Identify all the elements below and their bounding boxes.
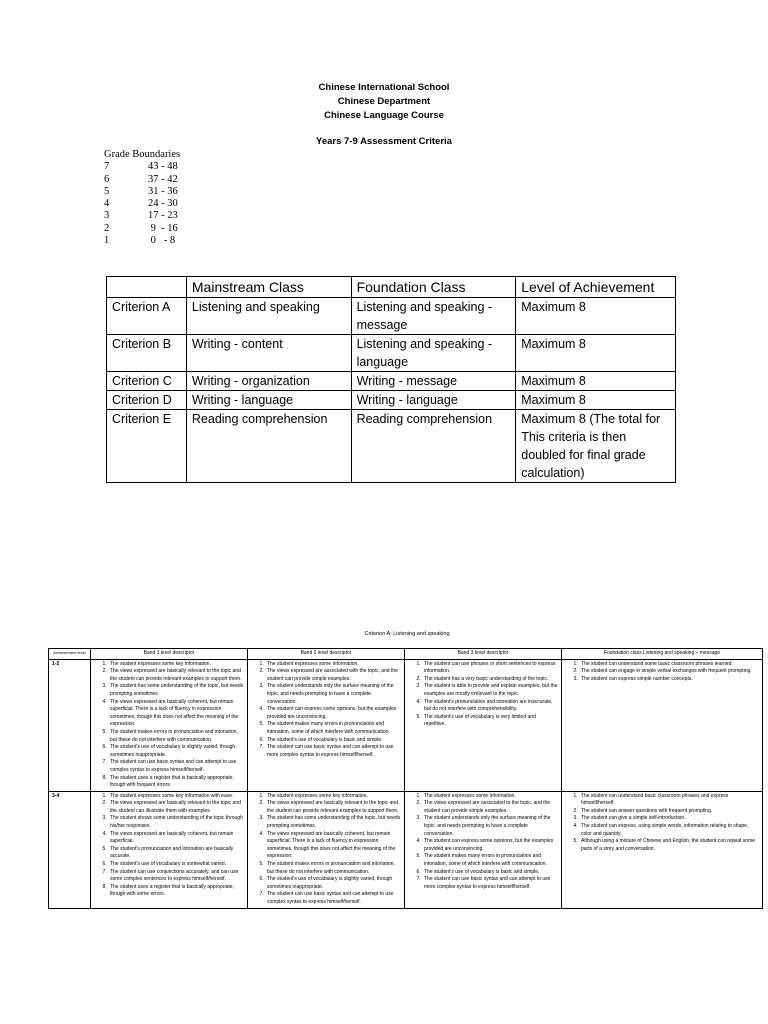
achievement-cell: Maximum 8 — [516, 298, 676, 335]
descriptor-item: 1. The student expresses some key information with ease. — [108, 793, 244, 801]
criteria-row — [107, 335, 676, 372]
criteria-header-cell — [107, 277, 187, 298]
achievement-cell: Maximum 8 — [516, 372, 676, 391]
criteria-row — [107, 410, 676, 483]
criteria-header-row — [107, 277, 676, 298]
descriptor-item: 7. The student can use basic syntax and can attempt to use more complex syntax to express himself/herself. — [422, 876, 558, 891]
foundation-cell: Listening and speaking - language — [351, 335, 516, 372]
descriptor-item: 8. The student uses a register that is basically appropriate, though with frequent errors. — [108, 775, 244, 790]
descriptor-list — [408, 661, 558, 729]
descriptor-item: 2. The student can engage in simple verbal exchanges with frequent prompting. — [579, 668, 759, 676]
descriptor-item: 4. The views expressed are basically coherent, but remain superficial. There is a lack of fluency in expression sometimes, though this does not affect the meaning of the expression. — [108, 699, 244, 729]
descriptor-item: 4. The views expressed are basically coherent, but remain superficial. There is a lack of fluency in expression sometimes, though this does not affect the meaning of the expression. — [265, 831, 401, 861]
rubric-header-cell: Band 2 level descriptor — [248, 649, 405, 660]
grade: 4 — [104, 198, 110, 210]
rubric-row — [49, 791, 763, 908]
rubric-header-cell: Band 1 level descriptor — [91, 649, 248, 660]
criterion-name: Criterion C — [107, 372, 187, 391]
descriptor-item: 6. The student's use of vocabulary is slightly varied, though sometimes inappropriate. — [265, 876, 401, 891]
achievement-cell: Maximum 8 — [516, 391, 676, 410]
descriptor-item: 5. The student makes many errors in pronunciation and intonation, some of which interfere with communication. — [422, 853, 558, 868]
achievement-level: 1-2 — [49, 659, 91, 791]
rubric-title: Criterion A: Listening and speaking — [364, 631, 450, 637]
descriptor-item: 3. The student is able to provide and explain examples, but the examples are mostly irrelevant to the topic. — [422, 683, 558, 698]
descriptor-item: 7. The student can use basic syntax and can attempt to use complex syntax to express himself/herself. — [265, 891, 401, 906]
criteria-row — [107, 298, 676, 335]
descriptor-item: 6. The student's use of vocabulary is basic and simple. — [422, 869, 558, 877]
descriptor-list — [408, 793, 558, 892]
descriptor-item: 8. The student uses a register that is basically appropriate, though with some errors. — [108, 884, 244, 899]
foundation-descriptor — [562, 659, 763, 791]
descriptor-item: 7. The student can use conjunctions accurately, and can use some complex sentences to express himself/herself. — [108, 869, 244, 884]
criterion-name: Criterion B — [107, 335, 187, 372]
grade: 3 — [104, 210, 110, 222]
criteria-header-cell: Mainstream Class — [186, 277, 351, 298]
descriptor-item: 3. The student understands only the surface meaning of the topic, and needs prompting to have a complete conversation. — [265, 683, 401, 706]
rubric-header-row — [49, 649, 763, 660]
descriptor-list — [251, 793, 401, 907]
grade-range: 17 - 23 — [148, 210, 178, 222]
mainstream-cell: Listening and speaking — [186, 298, 351, 335]
band1-descriptor — [91, 659, 248, 791]
band1-descriptor — [91, 791, 248, 908]
descriptor-item: 5. The student makes errors in pronunciation and intonation, but these do not interfere with communication. — [108, 729, 244, 744]
descriptor-item: 3. The student shows some understanding of the topic through his/her responses. — [108, 815, 244, 830]
descriptor-list — [94, 793, 244, 899]
criterion-name: Criterion E — [107, 410, 187, 483]
descriptor-item: 7. The student can use basic syntax and can attempt to use more complex syntax to express himself/herself. — [265, 744, 401, 759]
criteria-row — [107, 372, 676, 391]
rubric-row — [49, 659, 763, 791]
foundation-cell: Reading comprehension — [351, 410, 516, 483]
descriptor-item: 2. The views expressed are basically relevant to the topic and the student can provide relevant examples to support them. — [108, 668, 244, 683]
criteria-table — [106, 276, 676, 483]
grade-range: 0 - 8 — [148, 235, 176, 247]
rubric-header-cell: Band 3 level descriptor — [405, 649, 562, 660]
descriptor-item: 4. The views expressed are basically coherent, but remain superficial. — [108, 831, 244, 846]
descriptor-list — [251, 661, 401, 760]
band2-descriptor — [248, 791, 405, 908]
descriptor-item: 1. The student can understand some basic classroom phrases learned. — [579, 661, 759, 669]
mainstream-cell: Writing - organization — [186, 372, 351, 391]
grade-row — [104, 210, 180, 222]
criteria-header-cell: Level of Achievement — [516, 277, 676, 298]
descriptor-item: 4. The student can express some opinions, but the examples provided are unconvincing. — [422, 838, 558, 853]
foundation-cell: Writing - message — [351, 372, 516, 391]
descriptor-item: 3. The student can express simple number concepts. — [579, 676, 759, 684]
descriptor-item: 3. The student has some understanding of the topic, but needs prompting sometimes. — [265, 815, 401, 830]
achievement-level: 3-4 — [49, 791, 91, 908]
mainstream-cell: Writing - content — [186, 335, 351, 372]
grade-row — [104, 223, 180, 235]
descriptor-item: 1. The student can use phrases or short sentences to express information. — [422, 661, 558, 676]
descriptor-item: 1. The student can understand basic classroom phrases and express himself/herself. — [579, 793, 759, 808]
course-name: Chinese Language Course — [324, 110, 444, 121]
rubric-table — [48, 648, 763, 909]
criteria-row — [107, 391, 676, 410]
school-name: Chinese International School — [318, 82, 450, 93]
grade-row — [104, 235, 180, 247]
grade-boundaries — [104, 149, 180, 247]
descriptor-list — [94, 661, 244, 790]
foundation-cell: Writing - language — [351, 391, 516, 410]
grade-boundaries-title: Grade Boundaries — [104, 149, 181, 160]
grade-range: 24 - 30 — [148, 198, 178, 210]
foundation-cell: Listening and speaking - message — [351, 298, 516, 335]
criteria-header-cell: Foundation Class — [351, 277, 516, 298]
rubric-header-cell: Foundation class Listening and speaking – message — [562, 649, 763, 660]
descriptor-item: 4. The student's pronunciation and intonation are inaccurate, but do not interfere with comprehensibility. — [422, 699, 558, 714]
grade-row — [104, 161, 180, 173]
grade-row — [104, 174, 180, 186]
achievement-cell: Maximum 8 (The total for This criteria is then doubled for final grade calculation) — [516, 410, 676, 483]
grade-row — [104, 186, 180, 198]
grade-row — [104, 198, 180, 210]
descriptor-item: 2. The student has a very basic understanding of the topic. — [422, 676, 558, 684]
descriptor-item: 2. The views expressed are basically relevant to the topic and the student can illustrate them with examples. — [108, 800, 244, 815]
descriptor-item: 1. The student expresses some key information. — [108, 661, 244, 669]
grade-range: 9 - 16 — [148, 222, 178, 234]
descriptor-item: 2. The views expressed are basically relevant to the topic and the student can provide relevant examples to support them. — [265, 800, 401, 815]
descriptor-item: 6. The student's use of vocabulary is basic and simple. — [265, 737, 401, 745]
descriptor-item: 1. The student expresses some information. — [422, 793, 558, 801]
band2-descriptor — [248, 659, 405, 791]
descriptor-item: 5. The student makes errors in pronunciation and intonation, but these do not interfere with communication. — [265, 861, 401, 876]
descriptor-list — [565, 793, 759, 854]
descriptor-item: 2. The student can answer questions with frequent prompting. — [579, 808, 759, 816]
descriptor-item: 6. The student's use of vocabulary is somewhat varied. — [108, 861, 244, 869]
descriptor-item: 1. The student expresses some information. — [265, 661, 401, 669]
band3-descriptor — [405, 659, 562, 791]
descriptor-item: 7. The student can use basic syntax and can attempt to use complex syntax to express himself/herself. — [108, 759, 244, 774]
descriptor-item: 5. The student's use of vocabulary is very limited and repetitive. — [422, 714, 558, 729]
descriptor-item: 5. The student makes many errors in pronunciation and intonation, some of which interfere with communication. — [265, 721, 401, 736]
band3-descriptor — [405, 791, 562, 908]
mainstream-cell: Writing - language — [186, 391, 351, 410]
descriptor-item: 3. The student can give a simple self-introduction. — [579, 815, 759, 823]
foundation-descriptor — [562, 791, 763, 908]
descriptor-item: 5. The student's pronunciation and intonation are basically accurate. — [108, 846, 244, 861]
grade: 5 — [104, 185, 110, 197]
descriptor-item: 3. The student understands only the surface meaning of the topic, and needs prompting to have a complete conversation. — [422, 815, 558, 838]
descriptor-item: 4. The student can express some opinions, but the examples provided are unconvincing. — [265, 706, 401, 721]
grade: 6 — [104, 173, 110, 185]
descriptor-item: 2. The views expressed are associated to the topic, and the student can provide simple examples. — [422, 800, 558, 815]
criterion-name: Criterion A — [107, 298, 187, 335]
descriptor-item: 2. The views expressed are associated with the topic, and the student can provide simple examples. — [265, 668, 401, 683]
descriptor-item: 5. Although using a mixture of Chinese and English, the student can repeat some parts of a story and conversation. — [579, 838, 759, 853]
department-name: Chinese Department — [337, 96, 431, 107]
descriptor-item: 1. The student expresses some key information. — [265, 793, 401, 801]
achievement-cell: Maximum 8 — [516, 335, 676, 372]
grade: 7 — [104, 161, 110, 173]
rubric-header-cell: Achievement level — [49, 649, 91, 660]
descriptor-item: 4. The student can express, using simple words, information relating to shape, color and quantity. — [579, 823, 759, 838]
descriptor-item: 3. The student has some understanding of the topic, but needs prompting sometimes. — [108, 683, 244, 698]
descriptor-list — [565, 661, 759, 684]
grade-range: 43 - 48 — [148, 161, 178, 173]
grade-range: 37 - 42 — [148, 173, 178, 185]
mainstream-cell: Reading comprehension — [186, 410, 351, 483]
grade: 1 — [104, 235, 110, 247]
grade-range: 31 - 36 — [148, 185, 178, 197]
descriptor-item: 6. The student's use of vocabulary is slightly varied, though sometimes inappropriate. — [108, 744, 244, 759]
assessment-title: Years 7-9 Assessment Criteria — [316, 136, 452, 147]
criterion-name: Criterion D — [107, 391, 187, 410]
grade: 2 — [104, 222, 110, 234]
